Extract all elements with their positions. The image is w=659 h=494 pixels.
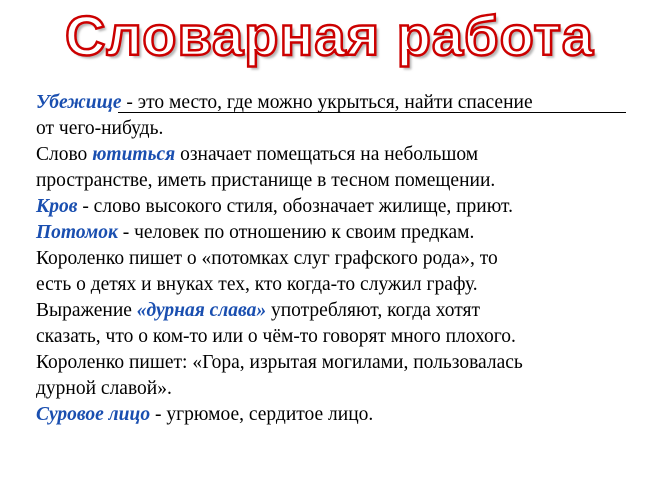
text-line	[36, 220, 636, 246]
definition-text: - слово высокого стиля, обозначает жилище, приют.	[77, 196, 513, 217]
text-line	[36, 194, 636, 220]
text-line: от чего-нибудь.	[36, 118, 164, 139]
term-ubezhishche: Убежище	[36, 92, 122, 113]
slide-title: Словарная работа	[64, 4, 595, 67]
text-line: сказать, что о ком-то или о чём-то говорят много плохого.	[36, 326, 516, 347]
text-line: есть о детях и внуках тех, кто когда-то служил графу.	[36, 274, 478, 295]
term-yutitsya: ютиться	[92, 144, 176, 165]
definition-text: - человек по отношению к своим предкам.	[117, 222, 475, 243]
text-line: Короленко пишет: «Гора, изрытая могилами, пользовалась	[36, 352, 523, 373]
text-line: дурной славой».	[36, 378, 172, 399]
definition-text: означает помещаться на небольшом	[175, 144, 479, 165]
text-line	[36, 298, 636, 324]
text-line: Короленко пишет о «потомках слуг графского рода», то	[36, 248, 498, 269]
term-krov: Кров	[36, 196, 78, 217]
term-potomok: Потомок	[36, 222, 118, 243]
definition-text: - это место, где можно укрыться, найти спасение	[121, 92, 533, 113]
term-durnaya-slava: «дурная слава»	[136, 300, 267, 321]
text-line	[36, 402, 636, 428]
definition-text: - угрюмое, сердитое лицо.	[150, 404, 374, 425]
term-surovoe-litso: Суровое лицо	[36, 404, 151, 425]
lead-text: Выражение	[36, 300, 137, 321]
text-line: пространстве, иметь пристанище в тесном помещении.	[36, 170, 496, 191]
definition-text: употребляют, когда хотят	[266, 300, 481, 321]
text-line	[36, 90, 636, 116]
vocabulary-text	[36, 90, 636, 428]
lead-text: Слово	[36, 144, 93, 165]
text-line	[36, 142, 636, 168]
